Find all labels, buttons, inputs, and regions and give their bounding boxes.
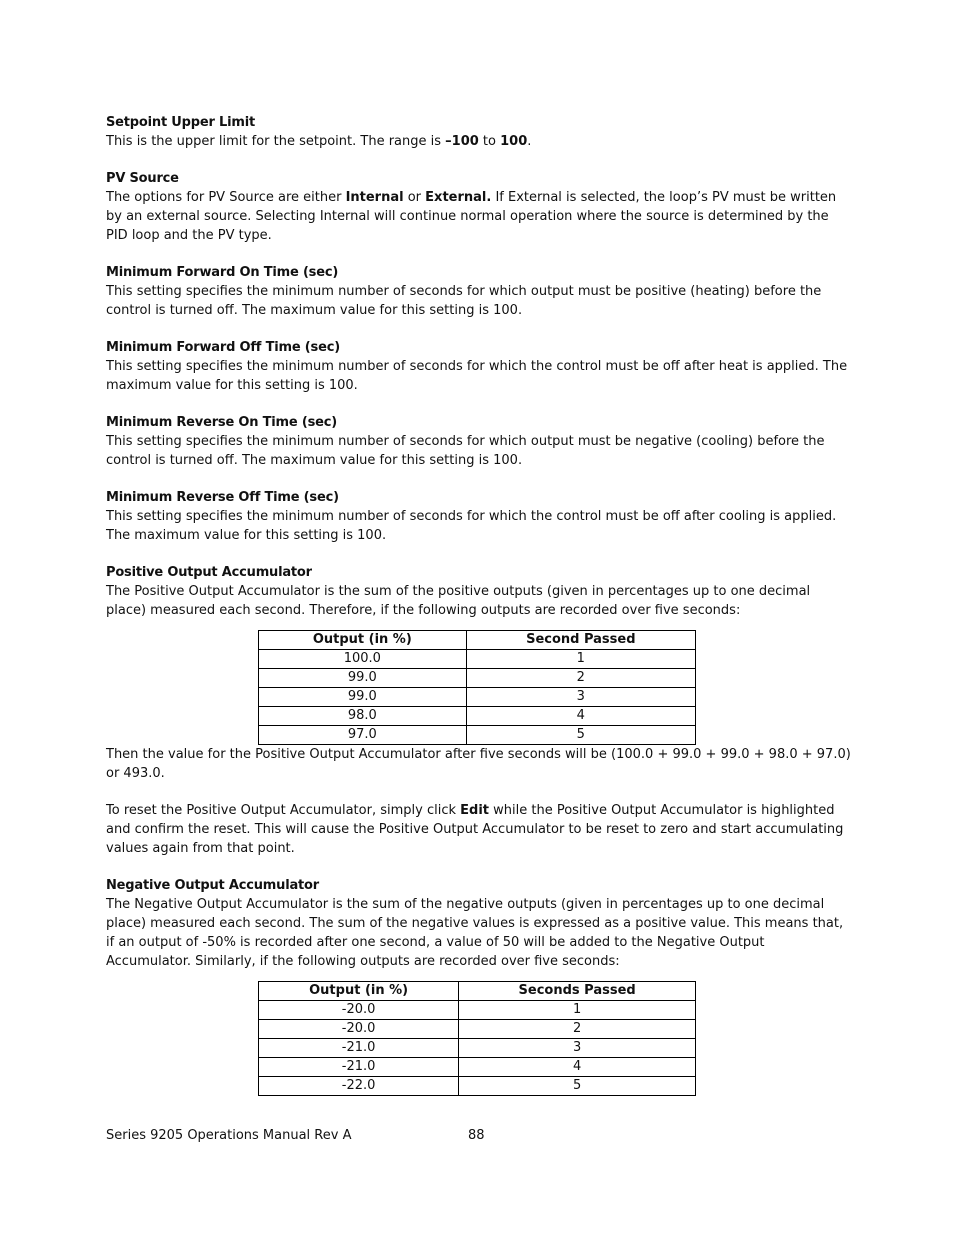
text: while the Positive Output Accumulator is highlighted and confirm the reset. This will cause the Positive Output Accumulator to be reset to zero and start accumulating values again from that point. <box>106 803 844 856</box>
heading: PV Source <box>106 171 179 186</box>
heading: Positive Output Accumulator <box>106 565 312 580</box>
heading: Negative Output Accumulator <box>106 878 319 893</box>
table-row <box>259 688 696 707</box>
table-cell: 3 <box>459 1039 696 1058</box>
text: This is the upper limit for the setpoint. The range is <box>106 134 446 149</box>
option-external: External. <box>425 190 492 205</box>
table-cell: 1 <box>466 650 695 669</box>
text: If External is selected, the loop’s PV must be written by an external source. Selecting Internal will continue normal operation where the source is determined by the PID loop and the PV type. <box>106 190 837 243</box>
table-cell: -21.0 <box>259 1058 459 1077</box>
table-row <box>259 1020 696 1039</box>
table-row <box>259 669 696 688</box>
table-cell: 4 <box>459 1058 696 1077</box>
section-pv-source <box>106 169 851 245</box>
paragraph: Then the value for the Positive Output Accumulator after five seconds will be (100.0 + 99.0 + 99.0 + 98.0 + 97.0) or 493.0. <box>106 747 851 781</box>
paragraph: This setting specifies the minimum number of seconds for which output must be negative (cooling) before the control is turned off. The maximum value for this setting is 100. <box>106 434 825 468</box>
column-header: Second Passed <box>466 631 695 650</box>
table-cell: 3 <box>466 688 695 707</box>
section-min-reverse-off-time <box>106 488 851 545</box>
section-min-forward-off-time <box>106 338 851 395</box>
column-header: Output (in %) <box>259 982 459 1001</box>
section-positive-output-accumulator <box>106 563 851 858</box>
table-cell: 2 <box>459 1020 696 1039</box>
section-setpoint-upper-limit <box>106 113 851 151</box>
heading: Minimum Reverse On Time (sec) <box>106 415 337 430</box>
text: . <box>527 134 532 149</box>
table-row <box>259 1077 696 1096</box>
table-cell: 4 <box>466 707 695 726</box>
table-cell: 5 <box>459 1077 696 1096</box>
positive-output-table <box>258 630 696 745</box>
table-cell: 97.0 <box>259 726 467 745</box>
table-header-row <box>259 982 696 1001</box>
table-row <box>259 1039 696 1058</box>
range-min: –100 <box>445 134 479 149</box>
table-cell: -22.0 <box>259 1077 459 1096</box>
section-min-forward-on-time <box>106 263 851 320</box>
page-number: 88 <box>468 1128 485 1143</box>
table-cell: -21.0 <box>259 1039 459 1058</box>
text: or <box>403 190 426 205</box>
option-internal: Internal <box>345 190 404 205</box>
section-negative-output-accumulator <box>106 876 851 1096</box>
heading: Minimum Forward On Time (sec) <box>106 265 339 280</box>
text: The options for PV Source are either <box>106 190 346 205</box>
range-max: 100 <box>500 134 528 149</box>
paragraph <box>106 188 851 245</box>
table-cell: 99.0 <box>259 688 467 707</box>
table-cell: 5 <box>466 726 695 745</box>
table-row <box>259 650 696 669</box>
table-cell: 1 <box>459 1001 696 1020</box>
paragraph: This setting specifies the minimum number of seconds for which output must be positive (heating) before the control is turned off. The maximum value for this setting is 100. <box>106 284 822 318</box>
table-header-row <box>259 631 696 650</box>
table-row <box>259 1058 696 1077</box>
table-row <box>259 1001 696 1020</box>
spacer <box>106 783 851 801</box>
table-cell: 99.0 <box>259 669 467 688</box>
negative-output-table <box>258 981 696 1096</box>
paragraph: The Negative Output Accumulator is the sum of the negative outputs (given in percentages up to one decimal place) measured each second. The sum of the negative values is expressed as a positive value. This means that, if an output of -50% is recorded after one second, a value of 50 will be added to the Negative Output Accumulator. Similarly, if the following outputs are recorded over five seconds: <box>106 897 844 969</box>
heading: Minimum Reverse Off Time (sec) <box>106 490 339 505</box>
footer-title: Series 9205 Operations Manual Rev A <box>106 1128 352 1143</box>
table-cell: -20.0 <box>259 1001 459 1020</box>
table-cell: 100.0 <box>259 650 467 669</box>
column-header: Output (in %) <box>259 631 467 650</box>
document-page <box>106 113 851 1114</box>
edit-term: Edit <box>460 803 489 818</box>
heading: Minimum Forward Off Time (sec) <box>106 340 340 355</box>
text: to <box>478 134 501 149</box>
table-cell: -20.0 <box>259 1020 459 1039</box>
section-min-reverse-on-time <box>106 413 851 470</box>
paragraph: This setting specifies the minimum number of seconds for which the control must be off after cooling is applied. The maximum value for this setting is 100. <box>106 509 837 543</box>
paragraph <box>106 801 851 858</box>
table-row <box>259 707 696 726</box>
text: To reset the Positive Output Accumulator, simply click <box>106 803 461 818</box>
table-cell: 2 <box>466 669 695 688</box>
table-cell: 98.0 <box>259 707 467 726</box>
paragraph: The Positive Output Accumulator is the sum of the positive outputs (given in percentages up to one decimal place) measured each second. Therefore, if the following outputs are recorded over five seconds: <box>106 584 811 618</box>
heading: Setpoint Upper Limit <box>106 115 255 130</box>
table-row <box>259 726 696 745</box>
paragraph: This setting specifies the minimum number of seconds for which the control must be off after heat is applied. The maximum value for this setting is 100. <box>106 359 848 393</box>
paragraph <box>106 132 851 151</box>
column-header: Seconds Passed <box>459 982 696 1001</box>
